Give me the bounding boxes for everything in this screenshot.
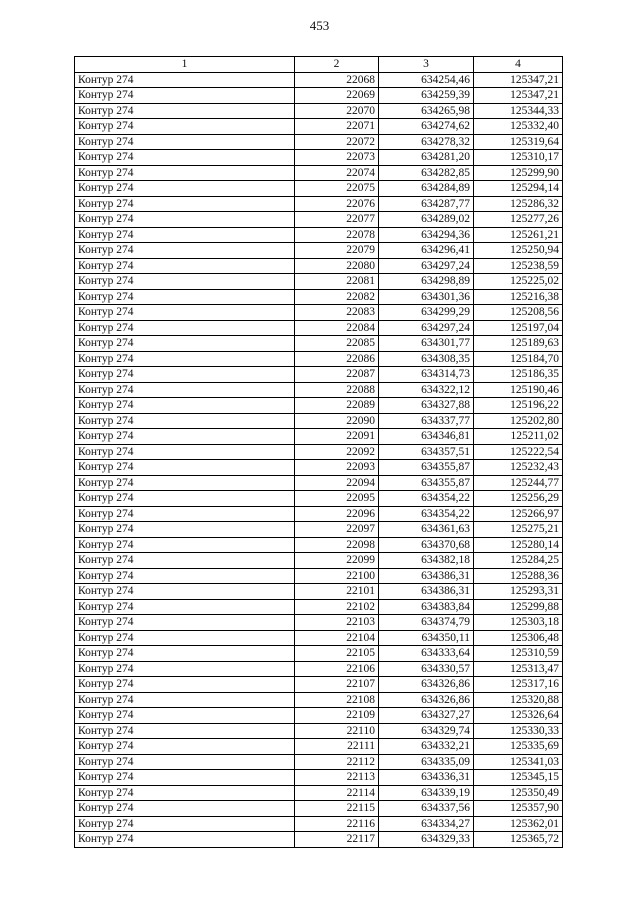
y-coordinate-cell: 125347,21 [474,88,563,104]
contour-name-cell: Контур 274 [75,770,295,786]
x-coordinate-cell: 634336,31 [379,770,474,786]
contour-name-cell: Контур 274 [75,460,295,476]
contour-name-cell: Контур 274 [75,522,295,538]
table-row [75,801,563,817]
table-row [75,196,563,212]
contour-name-cell: Контур 274 [75,367,295,383]
table-row [75,444,563,460]
contour-name-cell: Контур 274 [75,243,295,259]
y-coordinate-cell: 125266,97 [474,506,563,522]
contour-name-cell: Контур 274 [75,677,295,693]
x-coordinate-cell: 634301,77 [379,336,474,352]
y-coordinate-cell: 125232,43 [474,460,563,476]
contour-name-cell: Контур 274 [75,134,295,150]
table-row [75,212,563,228]
contour-name-cell: Контур 274 [75,630,295,646]
y-coordinate-cell: 125341,03 [474,754,563,770]
contour-name-cell: Контур 274 [75,320,295,336]
x-coordinate-cell: 634335,09 [379,754,474,770]
table-row [75,382,563,398]
x-coordinate-cell: 634287,77 [379,196,474,212]
y-coordinate-cell: 125284,25 [474,553,563,569]
point-number-cell: 22105 [295,646,379,662]
table-row [75,599,563,615]
point-number-cell: 22114 [295,785,379,801]
contour-name-cell: Контур 274 [75,274,295,290]
x-coordinate-cell: 634326,86 [379,677,474,693]
table-row [75,832,563,848]
contour-name-cell: Контур 274 [75,413,295,429]
point-number-cell: 22108 [295,692,379,708]
point-number-cell: 22094 [295,475,379,491]
y-coordinate-cell: 125277,26 [474,212,563,228]
point-number-cell: 22115 [295,801,379,817]
x-coordinate-cell: 634386,31 [379,584,474,600]
contour-name-cell: Контур 274 [75,708,295,724]
point-number-cell: 22076 [295,196,379,212]
y-coordinate-cell: 125286,32 [474,196,563,212]
table-row [75,568,563,584]
x-coordinate-cell: 634254,46 [379,72,474,88]
table-row [75,103,563,119]
y-coordinate-cell: 125280,14 [474,537,563,553]
x-coordinate-cell: 634281,20 [379,150,474,166]
point-number-cell: 22099 [295,553,379,569]
x-coordinate-cell: 634350,11 [379,630,474,646]
y-coordinate-cell: 125275,21 [474,522,563,538]
x-coordinate-cell: 634370,68 [379,537,474,553]
x-coordinate-cell: 634259,39 [379,88,474,104]
point-number-cell: 22102 [295,599,379,615]
point-number-cell: 22075 [295,181,379,197]
y-coordinate-cell: 125250,94 [474,243,563,259]
table-row [75,320,563,336]
contour-name-cell: Контур 274 [75,227,295,243]
x-coordinate-cell: 634298,89 [379,274,474,290]
column-header-3: 3 [379,57,474,73]
contour-name-cell: Контур 274 [75,212,295,228]
table-row [75,739,563,755]
table-row [75,506,563,522]
table-row [75,413,563,429]
point-number-cell: 22089 [295,398,379,414]
contour-name-cell: Контур 274 [75,754,295,770]
y-coordinate-cell: 125310,17 [474,150,563,166]
y-coordinate-cell: 125208,56 [474,305,563,321]
contour-name-cell: Контур 274 [75,336,295,352]
x-coordinate-cell: 634284,89 [379,181,474,197]
table-row [75,723,563,739]
contour-name-cell: Контур 274 [75,398,295,414]
table-row [75,692,563,708]
table-row [75,475,563,491]
point-number-cell: 22084 [295,320,379,336]
point-number-cell: 22112 [295,754,379,770]
y-coordinate-cell: 125197,04 [474,320,563,336]
point-number-cell: 22092 [295,444,379,460]
table-row [75,72,563,88]
x-coordinate-cell: 634294,36 [379,227,474,243]
x-coordinate-cell: 634337,77 [379,413,474,429]
contour-name-cell: Контур 274 [75,289,295,305]
y-coordinate-cell: 125362,01 [474,816,563,832]
table-row [75,227,563,243]
table-row [75,770,563,786]
table-row [75,553,563,569]
contour-name-cell: Контур 274 [75,832,295,848]
contour-name-cell: Контур 274 [75,739,295,755]
table-row [75,88,563,104]
y-coordinate-cell: 125256,29 [474,491,563,507]
y-coordinate-cell: 125186,35 [474,367,563,383]
point-number-cell: 22086 [295,351,379,367]
y-coordinate-cell: 125299,88 [474,599,563,615]
table-row [75,398,563,414]
contour-name-cell: Контур 274 [75,382,295,398]
x-coordinate-cell: 634337,56 [379,801,474,817]
y-coordinate-cell: 125335,69 [474,739,563,755]
contour-name-cell: Контур 274 [75,646,295,662]
page-number: 453 [309,18,330,33]
x-coordinate-cell: 634327,88 [379,398,474,414]
table-row [75,646,563,662]
contour-name-cell: Контур 274 [75,181,295,197]
table-row [75,258,563,274]
point-number-cell: 22071 [295,119,379,135]
table-row [75,336,563,352]
table-row [75,274,563,290]
y-coordinate-cell: 125211,02 [474,429,563,445]
x-coordinate-cell: 634355,87 [379,475,474,491]
contour-name-cell: Контур 274 [75,165,295,181]
point-number-cell: 22093 [295,460,379,476]
x-coordinate-cell: 634296,41 [379,243,474,259]
x-coordinate-cell: 634278,32 [379,134,474,150]
contour-name-cell: Контур 274 [75,475,295,491]
y-coordinate-cell: 125347,21 [474,72,563,88]
x-coordinate-cell: 634289,02 [379,212,474,228]
table-row [75,119,563,135]
x-coordinate-cell: 634265,98 [379,103,474,119]
table-row [75,305,563,321]
table-row [75,754,563,770]
point-number-cell: 22088 [295,382,379,398]
point-number-cell: 22095 [295,491,379,507]
x-coordinate-cell: 634346,81 [379,429,474,445]
x-coordinate-cell: 634274,62 [379,119,474,135]
y-coordinate-cell: 125319,64 [474,134,563,150]
contour-name-cell: Контур 274 [75,537,295,553]
table-row [75,181,563,197]
x-coordinate-cell: 634354,22 [379,491,474,507]
contour-name-cell: Контур 274 [75,429,295,445]
table-row [75,661,563,677]
contour-name-cell: Контур 274 [75,661,295,677]
table-row [75,630,563,646]
x-coordinate-cell: 634386,31 [379,568,474,584]
y-coordinate-cell: 125306,48 [474,630,563,646]
contour-name-cell: Контур 274 [75,103,295,119]
point-number-cell: 22070 [295,103,379,119]
point-number-cell: 22078 [295,227,379,243]
point-number-cell: 22110 [295,723,379,739]
contour-name-cell: Контур 274 [75,88,295,104]
point-number-cell: 22116 [295,816,379,832]
table-row [75,537,563,553]
table-row [75,165,563,181]
contour-name-cell: Контур 274 [75,615,295,631]
x-coordinate-cell: 634361,63 [379,522,474,538]
y-coordinate-cell: 125303,18 [474,615,563,631]
x-coordinate-cell: 634339,19 [379,785,474,801]
point-number-cell: 22083 [295,305,379,321]
table-row [75,367,563,383]
x-coordinate-cell: 634282,85 [379,165,474,181]
x-coordinate-cell: 634327,27 [379,708,474,724]
point-number-cell: 22106 [295,661,379,677]
point-number-cell: 22109 [295,708,379,724]
x-coordinate-cell: 634301,36 [379,289,474,305]
contour-name-cell: Контур 274 [75,491,295,507]
contour-name-cell: Контур 274 [75,816,295,832]
y-coordinate-cell: 125202,80 [474,413,563,429]
table-row [75,677,563,693]
point-number-cell: 22117 [295,832,379,848]
point-number-cell: 22068 [295,72,379,88]
x-coordinate-cell: 634297,24 [379,258,474,274]
x-coordinate-cell: 634334,27 [379,816,474,832]
point-number-cell: 22097 [295,522,379,538]
point-number-cell: 22100 [295,568,379,584]
contour-name-cell: Контур 274 [75,351,295,367]
point-number-cell: 22080 [295,258,379,274]
x-coordinate-cell: 634374,79 [379,615,474,631]
table-row [75,243,563,259]
contour-name-cell: Контур 274 [75,444,295,460]
x-coordinate-cell: 634322,12 [379,382,474,398]
table-row [75,460,563,476]
contour-name-cell: Контур 274 [75,119,295,135]
point-number-cell: 22082 [295,289,379,305]
contour-name-cell: Контур 274 [75,196,295,212]
x-coordinate-cell: 634326,86 [379,692,474,708]
point-number-cell: 22069 [295,88,379,104]
table-row [75,150,563,166]
y-coordinate-cell: 125225,02 [474,274,563,290]
y-coordinate-cell: 125320,88 [474,692,563,708]
point-number-cell: 22096 [295,506,379,522]
y-coordinate-cell: 125310,59 [474,646,563,662]
table-row [75,134,563,150]
table-row [75,522,563,538]
contour-name-cell: Контур 274 [75,506,295,522]
point-number-cell: 22101 [295,584,379,600]
point-number-cell: 22072 [295,134,379,150]
x-coordinate-cell: 634329,33 [379,832,474,848]
table-row [75,584,563,600]
point-number-cell: 22085 [295,336,379,352]
y-coordinate-cell: 125184,70 [474,351,563,367]
x-coordinate-cell: 634329,74 [379,723,474,739]
y-coordinate-cell: 125244,77 [474,475,563,491]
contour-name-cell: Контур 274 [75,785,295,801]
point-number-cell: 22087 [295,367,379,383]
x-coordinate-cell: 634297,24 [379,320,474,336]
point-number-cell: 22073 [295,150,379,166]
contour-name-cell: Контур 274 [75,305,295,321]
table-row [75,289,563,305]
y-coordinate-cell: 125313,47 [474,661,563,677]
point-number-cell: 22090 [295,413,379,429]
y-coordinate-cell: 125330,33 [474,723,563,739]
x-coordinate-cell: 634382,18 [379,553,474,569]
x-coordinate-cell: 634357,51 [379,444,474,460]
y-coordinate-cell: 125317,16 [474,677,563,693]
x-coordinate-cell: 634383,84 [379,599,474,615]
x-coordinate-cell: 634314,73 [379,367,474,383]
table-row [75,491,563,507]
y-coordinate-cell: 125288,36 [474,568,563,584]
y-coordinate-cell: 125216,38 [474,289,563,305]
y-coordinate-cell: 125350,49 [474,785,563,801]
contour-name-cell: Контур 274 [75,568,295,584]
contour-name-cell: Контур 274 [75,72,295,88]
y-coordinate-cell: 125196,22 [474,398,563,414]
y-coordinate-cell: 125261,21 [474,227,563,243]
contour-name-cell: Контур 274 [75,599,295,615]
table-row [75,816,563,832]
y-coordinate-cell: 125326,64 [474,708,563,724]
y-coordinate-cell: 125293,31 [474,584,563,600]
y-coordinate-cell: 125190,46 [474,382,563,398]
y-coordinate-cell: 125344,33 [474,103,563,119]
y-coordinate-cell: 125189,63 [474,336,563,352]
x-coordinate-cell: 634355,87 [379,460,474,476]
x-coordinate-cell: 634332,21 [379,739,474,755]
x-coordinate-cell: 634330,57 [379,661,474,677]
contour-name-cell: Контур 274 [75,584,295,600]
y-coordinate-cell: 125222,54 [474,444,563,460]
x-coordinate-cell: 634354,22 [379,506,474,522]
table-row [75,429,563,445]
table-row [75,351,563,367]
y-coordinate-cell: 125294,14 [474,181,563,197]
x-coordinate-cell: 634308,35 [379,351,474,367]
y-coordinate-cell: 125332,40 [474,119,563,135]
y-coordinate-cell: 125238,59 [474,258,563,274]
point-number-cell: 22077 [295,212,379,228]
contour-name-cell: Контур 274 [75,723,295,739]
y-coordinate-cell: 125299,90 [474,165,563,181]
contour-name-cell: Контур 274 [75,553,295,569]
point-number-cell: 22111 [295,739,379,755]
column-header-1: 1 [75,57,295,73]
point-number-cell: 22098 [295,537,379,553]
point-number-cell: 22107 [295,677,379,693]
contour-name-cell: Контур 274 [75,258,295,274]
y-coordinate-cell: 125345,15 [474,770,563,786]
coordinates-table [74,56,563,848]
point-number-cell: 22079 [295,243,379,259]
table-body [75,72,563,847]
point-number-cell: 22074 [295,165,379,181]
table-row [75,785,563,801]
x-coordinate-cell: 634333,64 [379,646,474,662]
point-number-cell: 22091 [295,429,379,445]
contour-name-cell: Контур 274 [75,692,295,708]
y-coordinate-cell: 125365,72 [474,832,563,848]
contour-name-cell: Контур 274 [75,150,295,166]
column-header-2: 2 [295,57,379,73]
point-number-cell: 22104 [295,630,379,646]
point-number-cell: 22103 [295,615,379,631]
x-coordinate-cell: 634299,29 [379,305,474,321]
contour-name-cell: Контур 274 [75,801,295,817]
table-row [75,615,563,631]
y-coordinate-cell: 125357,90 [474,801,563,817]
column-header-4: 4 [474,57,563,73]
table-row [75,708,563,724]
point-number-cell: 22081 [295,274,379,290]
table-header-row [75,57,563,73]
point-number-cell: 22113 [295,770,379,786]
